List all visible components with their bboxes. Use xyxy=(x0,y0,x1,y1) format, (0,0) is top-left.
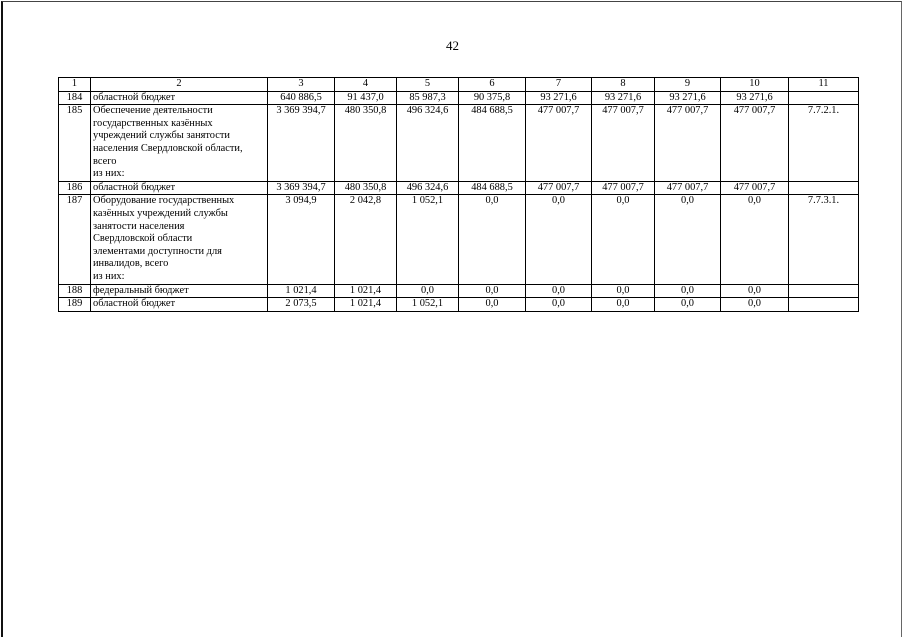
row-name-cell: областной бюджет xyxy=(91,91,268,105)
value-cell: 1 052,1 xyxy=(397,195,459,284)
value-cell: 3 369 394,7 xyxy=(268,105,335,182)
column-header: 6 xyxy=(459,78,526,92)
row-number-cell: 187 xyxy=(59,195,91,284)
column-header: 3 xyxy=(268,78,335,92)
value-cell: 484 688,5 xyxy=(459,181,526,195)
value-cell: 477 007,7 xyxy=(655,181,721,195)
table-row xyxy=(59,105,859,182)
value-cell: 0,0 xyxy=(655,298,721,312)
value-cell: 93 271,6 xyxy=(592,91,655,105)
value-cell: 0,0 xyxy=(721,298,789,312)
value-cell: 0,0 xyxy=(526,284,592,298)
row-name-cell: областной бюджет xyxy=(91,298,268,312)
row-name-cell: Оборудование государственных казённых учреждений службы занятости населения Свердловской области элементами доступности для инвалидов, всего из них: xyxy=(91,195,268,284)
value-cell: 477 007,7 xyxy=(526,181,592,195)
value-cell: 1 052,1 xyxy=(397,298,459,312)
row-number-cell: 188 xyxy=(59,284,91,298)
reference-cell xyxy=(789,284,859,298)
column-header: 2 xyxy=(91,78,268,92)
column-header: 1 xyxy=(59,78,91,92)
table-row xyxy=(59,91,859,105)
budget-table xyxy=(58,77,859,312)
value-cell: 0,0 xyxy=(397,284,459,298)
value-cell: 0,0 xyxy=(655,195,721,284)
column-header: 8 xyxy=(592,78,655,92)
value-cell: 496 324,6 xyxy=(397,181,459,195)
column-header: 4 xyxy=(335,78,397,92)
reference-cell xyxy=(789,181,859,195)
value-cell: 484 688,5 xyxy=(459,105,526,182)
value-cell: 93 271,6 xyxy=(655,91,721,105)
column-header: 7 xyxy=(526,78,592,92)
value-cell: 496 324,6 xyxy=(397,105,459,182)
reference-cell: 7.7.3.1. xyxy=(789,195,859,284)
row-name-cell: Обеспечение деятельности государственных казённых учреждений службы занятости населения Свердловской области, всего из них: xyxy=(91,105,268,182)
value-cell: 2 042,8 xyxy=(335,195,397,284)
table-body xyxy=(59,78,859,312)
row-number-cell: 184 xyxy=(59,91,91,105)
value-cell: 0,0 xyxy=(592,284,655,298)
row-number-cell: 185 xyxy=(59,105,91,182)
value-cell: 90 375,8 xyxy=(459,91,526,105)
value-cell: 0,0 xyxy=(592,195,655,284)
value-cell: 477 007,7 xyxy=(721,181,789,195)
value-cell: 1 021,4 xyxy=(335,284,397,298)
value-cell: 477 007,7 xyxy=(526,105,592,182)
reference-cell xyxy=(789,91,859,105)
value-cell: 93 271,6 xyxy=(721,91,789,105)
row-number-cell: 189 xyxy=(59,298,91,312)
header-row xyxy=(59,78,859,92)
table-row xyxy=(59,298,859,312)
value-cell: 0,0 xyxy=(459,298,526,312)
value-cell: 477 007,7 xyxy=(592,181,655,195)
value-cell: 477 007,7 xyxy=(592,105,655,182)
value-cell: 477 007,7 xyxy=(655,105,721,182)
column-header: 10 xyxy=(721,78,789,92)
column-header: 9 xyxy=(655,78,721,92)
column-header: 5 xyxy=(397,78,459,92)
value-cell: 2 073,5 xyxy=(268,298,335,312)
value-cell: 3 094,9 xyxy=(268,195,335,284)
value-cell: 0,0 xyxy=(526,298,592,312)
value-cell: 477 007,7 xyxy=(721,105,789,182)
page-number: 42 xyxy=(446,38,459,53)
reference-cell: 7.7.2.1. xyxy=(789,105,859,182)
value-cell: 0,0 xyxy=(721,195,789,284)
row-number-cell: 186 xyxy=(59,181,91,195)
value-cell: 640 886,5 xyxy=(268,91,335,105)
value-cell: 0,0 xyxy=(526,195,592,284)
value-cell: 0,0 xyxy=(655,284,721,298)
value-cell: 3 369 394,7 xyxy=(268,181,335,195)
value-cell: 480 350,8 xyxy=(335,181,397,195)
value-cell: 0,0 xyxy=(459,195,526,284)
row-name-cell: федеральный бюджет xyxy=(91,284,268,298)
row-name-cell: областной бюджет xyxy=(91,181,268,195)
value-cell: 91 437,0 xyxy=(335,91,397,105)
value-cell: 1 021,4 xyxy=(268,284,335,298)
value-cell: 480 350,8 xyxy=(335,105,397,182)
column-header: 11 xyxy=(789,78,859,92)
reference-cell xyxy=(789,298,859,312)
value-cell: 85 987,3 xyxy=(397,91,459,105)
value-cell: 0,0 xyxy=(721,284,789,298)
value-cell: 0,0 xyxy=(459,284,526,298)
value-cell: 1 021,4 xyxy=(335,298,397,312)
table-row xyxy=(59,284,859,298)
value-cell: 93 271,6 xyxy=(526,91,592,105)
table-row xyxy=(59,195,859,284)
value-cell: 0,0 xyxy=(592,298,655,312)
table-row xyxy=(59,181,859,195)
